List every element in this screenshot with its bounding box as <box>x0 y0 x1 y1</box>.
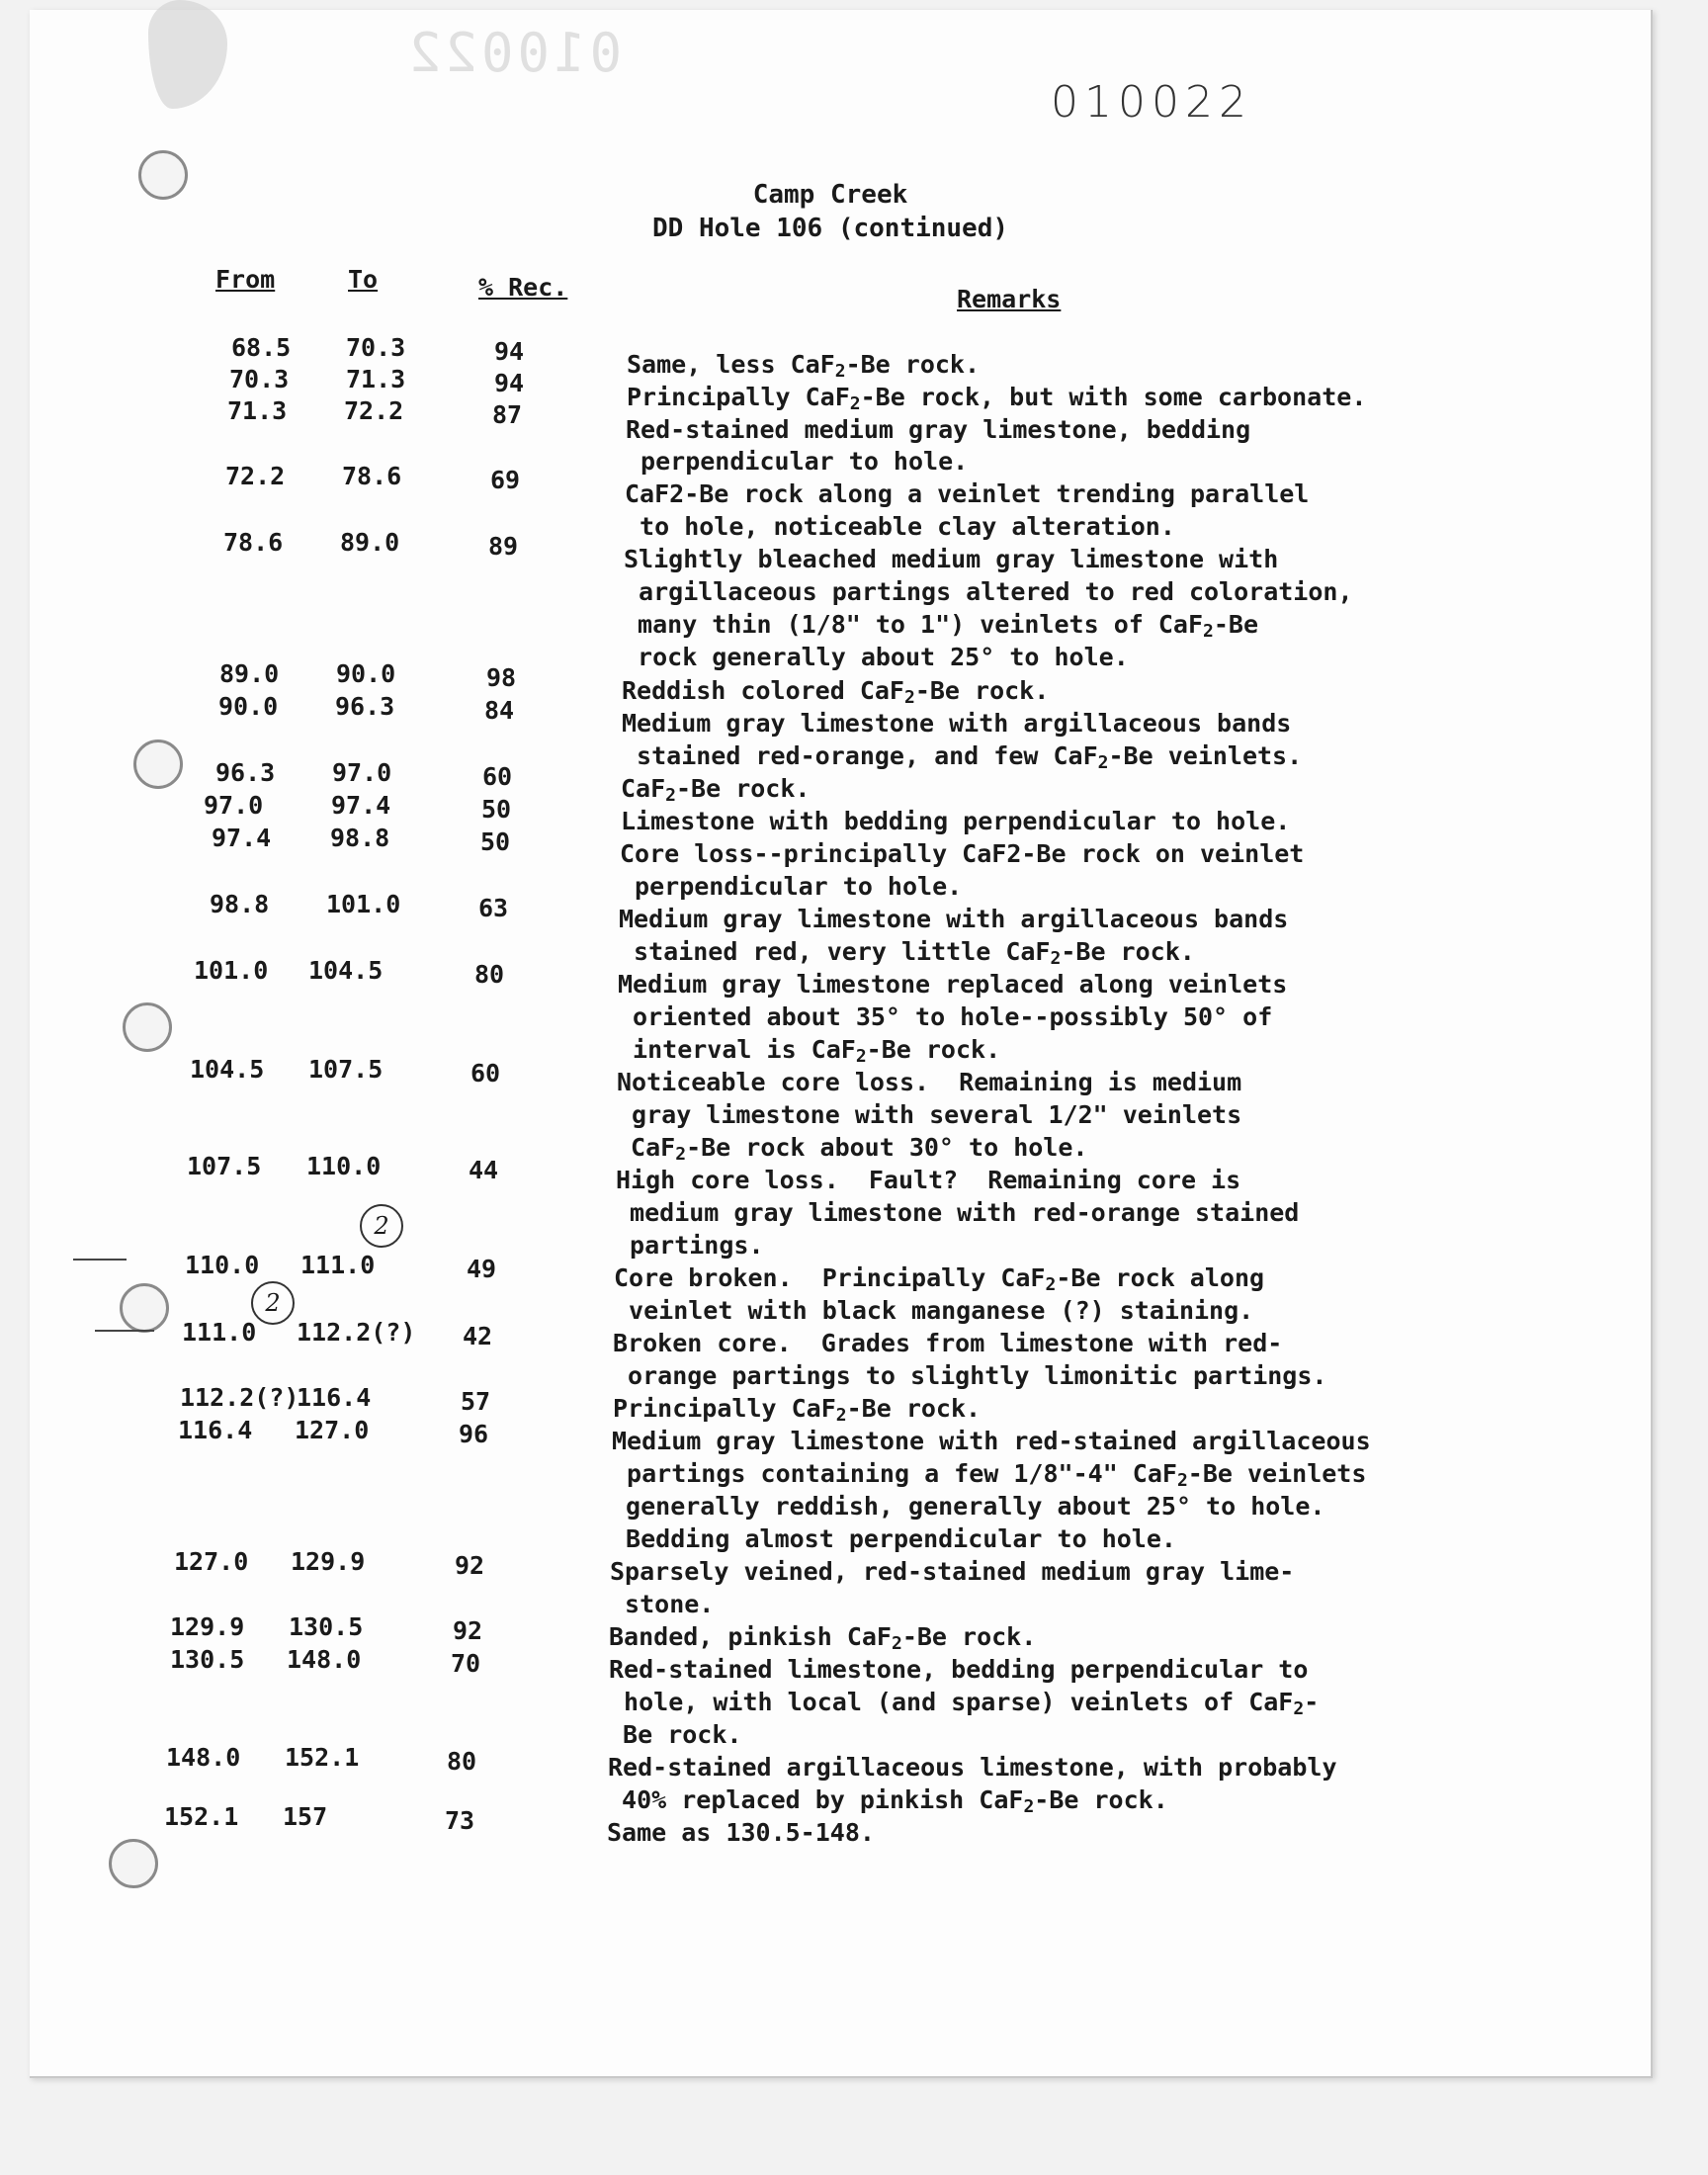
rec-cell: 60 <box>470 1059 501 1088</box>
header-remarks: Remarks <box>957 285 1062 313</box>
circled-correction-note: 2 <box>251 1281 295 1325</box>
rec-cell: 96 <box>459 1420 489 1448</box>
from-cell: 148.0 <box>166 1743 241 1772</box>
remark-line: Reddish colored CaF$_2$-Be rock. <box>622 676 1050 708</box>
remark-line: Broken core. Grades from limestone with red- <box>613 1329 1283 1357</box>
rec-cell: 73 <box>445 1806 475 1835</box>
remark-line: interval is CaF$_2$-Be rock. <box>618 1035 1001 1067</box>
remark-line: perpendicular to hole. <box>626 447 969 476</box>
rec-cell: 92 <box>455 1551 485 1580</box>
from-cell: 71.3 <box>227 396 288 425</box>
remark-line: Same as 130.5-148. <box>607 1818 875 1847</box>
from-cell: 70.3 <box>229 365 290 393</box>
rec-cell: 89 <box>488 532 519 561</box>
header-rec: % Rec. <box>478 273 568 302</box>
from-cell: 89.0 <box>219 659 280 688</box>
from-cell: 101.0 <box>194 956 269 985</box>
document-number: 010022 <box>1051 77 1252 128</box>
remark-line: CaF$_2$-Be rock about 30° to hole. <box>616 1133 1088 1165</box>
rec-cell: 94 <box>494 369 525 397</box>
to-cell: 78.6 <box>342 462 402 490</box>
remark-line: CaF$_2$-Be rock. <box>621 774 811 806</box>
remark-line: partings containing a few 1/8"-4" CaF$_2$-Be veinlets <box>612 1459 1367 1491</box>
from-cell: 97.4 <box>212 824 272 852</box>
rec-cell: 50 <box>480 827 511 856</box>
to-cell: 89.0 <box>340 528 400 557</box>
to-cell: 130.5 <box>289 1612 364 1641</box>
to-cell: 110.0 <box>306 1152 382 1180</box>
rec-cell: 94 <box>494 337 525 366</box>
remark-line: Limestone with bedding perpendicular to hole. <box>621 807 1291 835</box>
remark-line: perpendicular to hole. <box>620 872 963 901</box>
from-cell: 96.3 <box>215 758 276 787</box>
circled-correction-note: 2 <box>360 1204 403 1248</box>
to-cell: 98.8 <box>330 824 390 852</box>
remark-line: stone. <box>610 1590 715 1618</box>
header-from: From <box>215 265 276 294</box>
to-cell: 112.2(?) <box>297 1318 416 1347</box>
rec-cell: 70 <box>451 1649 481 1678</box>
from-cell: 112.2(?) <box>180 1383 299 1412</box>
to-cell: 97.0 <box>332 758 392 787</box>
to-cell: 129.9 <box>291 1547 366 1576</box>
remark-line: Principally CaF$_2$-Be rock, but with some carbonate. <box>627 383 1367 414</box>
to-cell: 157 <box>283 1802 328 1831</box>
remark-line: Red-stained medium gray limestone, bedding <box>626 415 1251 444</box>
to-cell: 127.0 <box>295 1416 370 1444</box>
header-to: To <box>348 265 379 294</box>
rec-cell: 63 <box>478 894 509 922</box>
to-cell: 71.3 <box>346 365 406 393</box>
to-cell: 70.3 <box>346 333 406 362</box>
remark-line: Core loss--principally CaF2-Be rock on veinlet <box>620 839 1305 868</box>
remark-line: Red-stained limestone, bedding perpendicular to <box>609 1655 1309 1684</box>
remark-line: Core broken. Principally CaF$_2$-Be rock along <box>614 1263 1265 1295</box>
rec-cell: 80 <box>474 960 505 989</box>
punch-hole-icon <box>138 150 188 200</box>
rec-cell: 42 <box>463 1322 493 1350</box>
remark-line: stained red-orange, and few CaF$_2$-Be veinlets. <box>622 741 1303 773</box>
rec-cell: 69 <box>490 466 521 494</box>
remark-line: veinlet with black manganese (?) staining. <box>614 1296 1254 1325</box>
rec-cell: 80 <box>447 1747 477 1776</box>
from-cell: 152.1 <box>164 1802 239 1831</box>
remark-line: Noticeable core loss. Remaining is medium <box>617 1068 1242 1096</box>
to-cell: 148.0 <box>287 1645 362 1674</box>
from-cell: 129.9 <box>170 1612 245 1641</box>
remark-line: hole, with local (and sparse) veinlets of CaF$_2$- <box>609 1688 1320 1719</box>
remark-line: Sparsely veined, red-stained medium gray lime- <box>610 1557 1295 1586</box>
rec-cell: 60 <box>482 762 513 791</box>
to-cell: 104.5 <box>308 956 384 985</box>
page-title: Camp Creek <box>752 180 908 210</box>
remark-line: Same, less CaF$_2$-Be rock. <box>627 350 981 382</box>
from-cell: 110.0 <box>185 1251 260 1279</box>
remark-line: stained red, very little CaF$_2$-Be rock. <box>619 937 1195 969</box>
to-cell: 101.0 <box>326 890 401 918</box>
punch-hole-icon <box>109 1839 158 1888</box>
to-cell: 107.5 <box>308 1055 384 1084</box>
from-cell: 78.6 <box>223 528 284 557</box>
remark-line: Medium gray limestone with red-stained argillaceous <box>612 1427 1371 1455</box>
remark-line: many thin (1/8" to 1") veinlets of CaF$_2$-Be <box>623 610 1258 642</box>
from-cell: 72.2 <box>225 462 286 490</box>
rec-cell: 57 <box>461 1387 491 1416</box>
remark-line: Banded, pinkish CaF$_2$-Be rock. <box>609 1622 1037 1654</box>
from-cell: 97.0 <box>204 791 264 820</box>
punch-hole-icon <box>123 1002 172 1052</box>
remark-line: partings. <box>615 1231 764 1260</box>
rec-cell: 92 <box>453 1616 483 1645</box>
remark-line: Slightly bleached medium gray limestone with <box>624 545 1279 573</box>
remark-line: oriented about 35° to hole--possibly 50° of <box>618 1002 1273 1031</box>
remark-line: argillaceous partings altered to red coloration, <box>624 577 1353 606</box>
remark-line: orange partings to slightly limonitic partings. <box>613 1361 1327 1390</box>
from-cell: 90.0 <box>218 692 279 721</box>
from-cell: 116.4 <box>178 1416 253 1444</box>
punch-hole-icon <box>133 740 183 789</box>
from-cell: 68.5 <box>231 333 292 362</box>
margin-tick-mark <box>95 1330 154 1332</box>
to-cell: 116.4 <box>297 1383 372 1412</box>
to-cell: 90.0 <box>336 659 396 688</box>
page-subtitle: DD Hole 106 (continued) <box>651 214 1009 243</box>
to-cell: 97.4 <box>331 791 391 820</box>
remark-line: Medium gray limestone replaced along veinlets <box>618 970 1288 999</box>
to-cell: 152.1 <box>285 1743 360 1772</box>
remark-line: generally reddish, generally about 25° to hole. <box>611 1492 1325 1521</box>
remark-line: Medium gray limestone with argillaceous bands <box>619 905 1289 933</box>
rec-cell: 87 <box>492 400 523 429</box>
rec-cell: 50 <box>481 795 512 824</box>
rec-cell: 98 <box>486 663 517 692</box>
remark-line: Bedding almost perpendicular to hole. <box>611 1524 1176 1553</box>
to-cell: 72.2 <box>344 396 404 425</box>
from-cell: 104.5 <box>190 1055 265 1084</box>
bleed-through-number: 010022 <box>405 22 623 84</box>
from-cell: 111.0 <box>182 1318 257 1347</box>
remark-line: CaF2-Be rock along a veinlet trending parallel <box>625 479 1310 508</box>
remark-line: Medium gray limestone with argillaceous bands <box>622 709 1292 738</box>
rec-cell: 44 <box>469 1156 499 1184</box>
remark-line: Principally CaF$_2$-Be rock. <box>613 1394 982 1426</box>
from-cell: 127.0 <box>174 1547 249 1576</box>
from-cell: 107.5 <box>187 1152 262 1180</box>
to-cell: 111.0 <box>300 1251 376 1279</box>
punch-hole-icon <box>120 1283 169 1333</box>
remark-line: medium gray limestone with red-orange stained <box>615 1198 1300 1227</box>
remark-line: to hole, noticeable clay alteration. <box>625 512 1175 541</box>
rec-cell: 84 <box>484 696 515 725</box>
margin-tick-mark <box>73 1259 127 1261</box>
rec-cell: 49 <box>467 1255 497 1283</box>
remark-line: Be rock. <box>608 1720 742 1749</box>
remark-line: Red-stained argillaceous limestone, with probably <box>608 1753 1337 1782</box>
remark-line: gray limestone with several 1/2" veinlets <box>617 1100 1242 1129</box>
remark-line: 40% replaced by pinkish CaF$_2$-Be rock. <box>607 1785 1168 1817</box>
remark-line: rock generally about 25° to hole. <box>623 643 1129 671</box>
to-cell: 96.3 <box>335 692 395 721</box>
from-cell: 98.8 <box>210 890 270 918</box>
from-cell: 130.5 <box>170 1645 245 1674</box>
remark-line: High core loss. Fault? Remaining core is <box>616 1166 1241 1194</box>
